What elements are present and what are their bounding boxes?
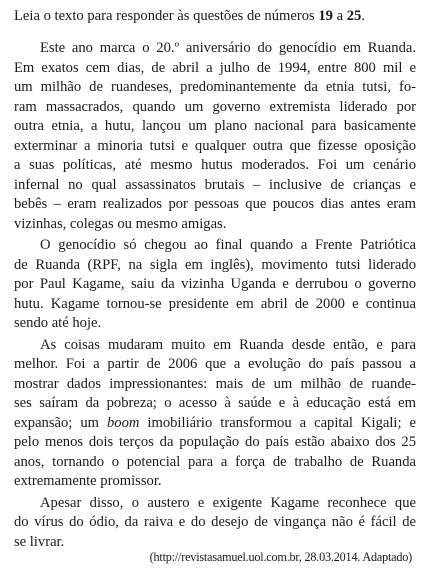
line-segment: expansão; um xyxy=(14,414,107,431)
text-line: bebês – eram realizados por pessoas que poucos dias antes eram xyxy=(14,196,416,212)
text-line: sendo até hoje. xyxy=(14,315,102,331)
text-line: ses saíram da pobreza; o acesso à saúde e à educação está em xyxy=(14,395,416,411)
italic-term: boom xyxy=(107,414,140,431)
question-number-from: 19 xyxy=(318,8,333,24)
instruction-suffix: . xyxy=(361,8,365,24)
source-citation: (http://revistasamuel.uol.com.br, 28.03.2014. Adaptado) xyxy=(149,550,412,564)
instruction-connector: a xyxy=(332,8,347,24)
text-line: se livrar. xyxy=(14,533,65,550)
text-line: exterminar a minoria tutsi e qualquer outra que fizesse oposição xyxy=(14,137,416,154)
text-line: infernal no qual assassinatos brutais – inclusive de crianças e xyxy=(14,176,416,193)
text-line: melhor. Foi a partir de 2006 que a evolução do país passou a xyxy=(14,356,416,372)
text-line: um milhão de ruandeses, predominantemente da etnia tutsi, fo- xyxy=(14,79,416,95)
text-line: pelo menos dois terços da população do país estão abaixo dos 25 xyxy=(14,434,416,450)
text-line: do vírus do ódio, da raiva e do desejo de vingança não é fácil de xyxy=(14,514,416,530)
instruction-prefix: Leia o texto para responder às questões de números xyxy=(14,8,319,24)
text-line: anos, tornando o potencial para a força de trabalho de Ruanda xyxy=(14,453,416,470)
text-line: Em exatos cem dias, de abril a julho de 1994, entre 800 mil e xyxy=(14,59,416,76)
text-line: O genocídio só chegou ao final quando a Frente Patriótica xyxy=(40,237,416,253)
text-line: ram massacrados, quando um governo extremista liderado por xyxy=(14,98,416,115)
line-segment: imobiliário transformou a capital Kigali; e xyxy=(139,414,416,431)
text-line: outra etnia, a hutu, lançou um plano nacional para basicamente xyxy=(14,118,416,134)
text-line: de Ruanda (RPF, na sigla em inglês), movimento tutsi liderado xyxy=(14,256,416,273)
text-line: a suas políticas, até mesmo hutus moderados. Foi um cenário xyxy=(14,157,416,173)
text-line: Apesar disso, o austero e exigente Kagame reconhece que xyxy=(40,494,416,511)
text-line: Este ano marca o 20.º aniversário do genocídio em Ruanda. xyxy=(40,40,416,56)
text-line: por Paul Kagame, saiu da vizinha Uganda e derrubou o governo xyxy=(14,276,416,292)
text-line: As coisas mudaram muito em Ruanda desde então, e para xyxy=(40,336,416,353)
question-number-to: 25 xyxy=(346,8,362,24)
text-line: hutu. Kagame tornou-se presidente em abril de 2000 e continua xyxy=(14,295,416,312)
text-line: extremamente promissor. xyxy=(14,473,162,489)
text-line: vizinhas, colegas ou mesmo amigas. xyxy=(14,215,227,232)
text-line: mostrar dados impressionantes: mais de um milhão de ruande- xyxy=(14,375,416,392)
